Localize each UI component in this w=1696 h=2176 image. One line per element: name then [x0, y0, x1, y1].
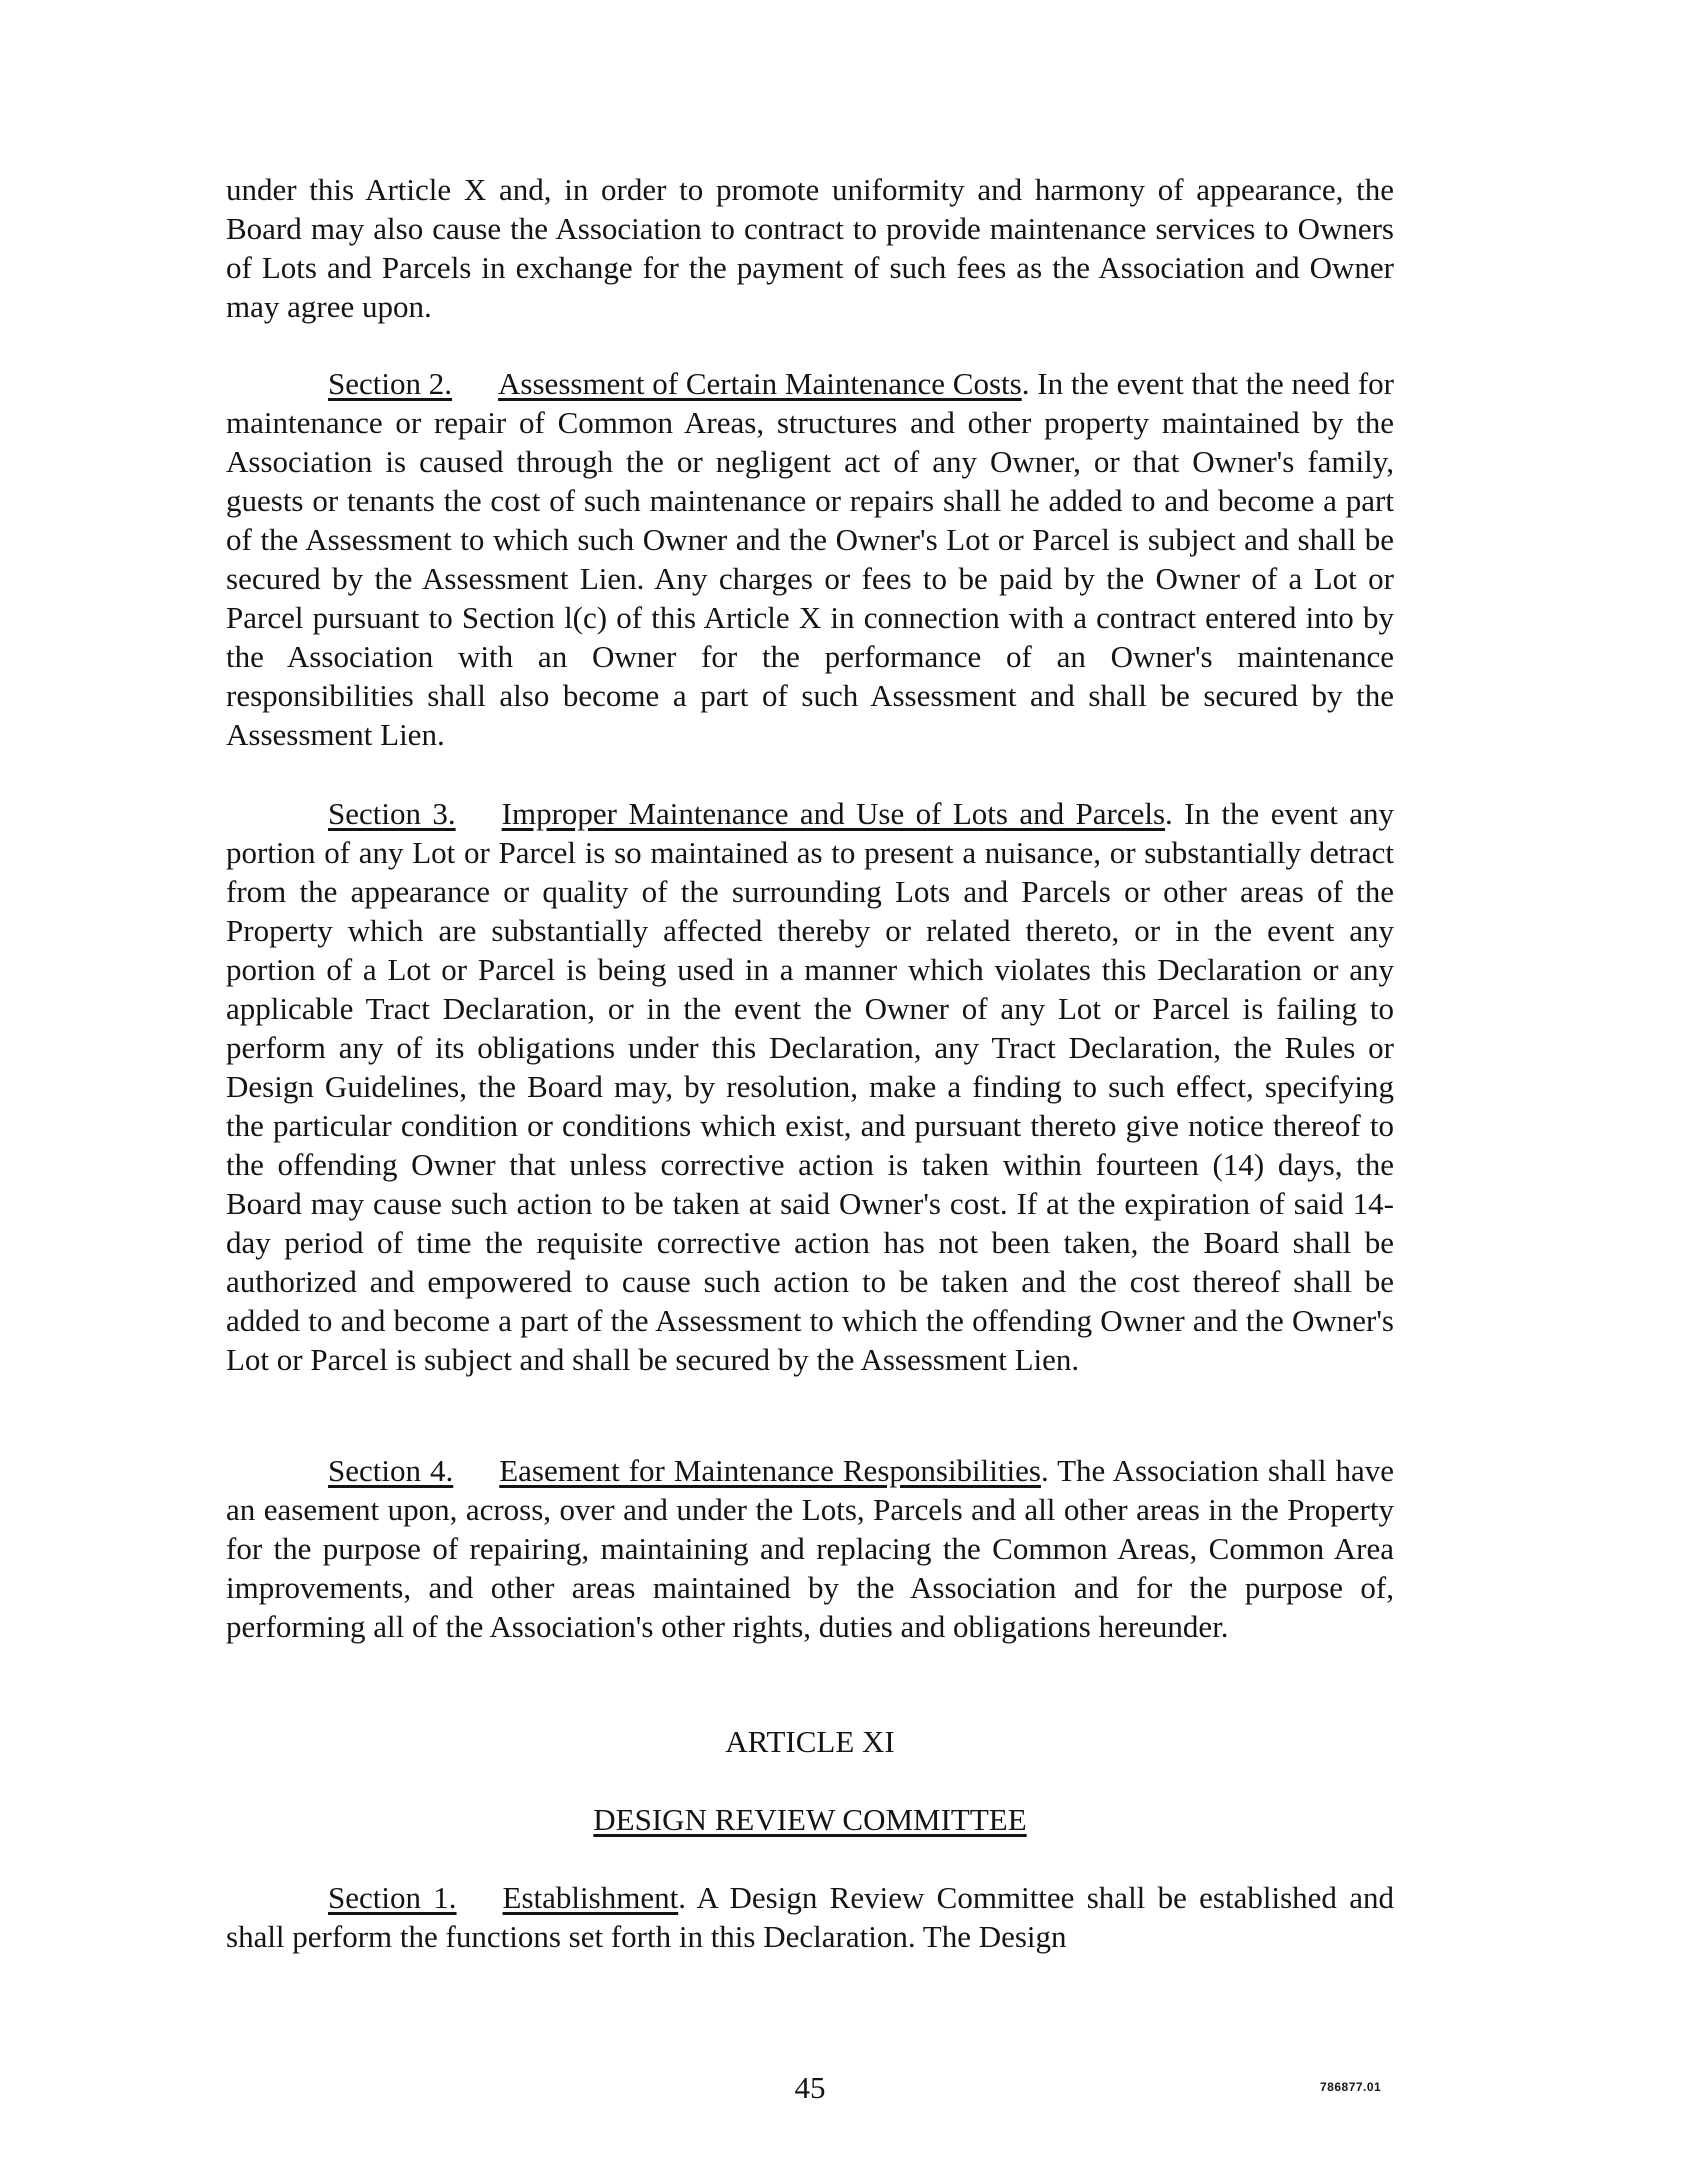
article-heading: ARTICLE XI	[725, 1724, 895, 1759]
section-3-body: . In the event any portion of any Lot or Parcel is so maintained as to present a nuisance, or substantially detract from the appearance or quality of the surrounding Lots and Parcels or other areas of the Property which are substantially affected thereby or related thereto, or in the event any portion of a Lot or Parcel is being used in a manner which violates this Declaration or any applicable Tract Declaration, or in the event the Owner of any Lot or Parcel is failing to perform any of its obligations under this Declaration, any Tract Declaration, the Rules or Design Guidelines, the Board may, by resolution, make a finding to such effect, specifying the particular condition or conditions which exist, and pursuant thereto give notice thereof to the offending Owner that unless corrective action is taken within fourteen (14) days, the Board may cause such action to be taken at said Owner's cost. If at the expiration of said 14-day period of time the requisite corrective action has not been taken, the Board shall be authorized and empowered to cause such action to be taken and the cost thereof shall be added to and become a part of the Assessment to which the offending Owner and the Owner's Lot or Parcel is subject and shall be secured by the Assessment Lien.	[226, 796, 1394, 1377]
intro-paragraph	[226, 170, 1394, 326]
article-title-text: DESIGN REVIEW COMMITTEE	[593, 1802, 1027, 1837]
section-2-body: . In the event that the need for maintenance or repair of Common Areas, structures and other property maintained by the Association is caused through the or negligent act of any Owner, or that Owner's family, guests or tenants the cost of such maintenance or repairs shall he added to and become a part of the Assessment to which such Owner and the Owner's Lot or Parcel is subject and shall be secured by the Assessment Lien. Any charges or fees to be paid by the Owner of a Lot or Parcel pursuant to Section l(c) of this Article X in connection with a contract entered into by the Association with an Owner for the performance of an Owner's maintenance responsibilities shall also become a part of such Assessment and shall be secured by the Assessment Lien.	[226, 366, 1394, 752]
article-xi-section-1-paragraph	[226, 1878, 1394, 1956]
article-xi-section-1-title: Establishment	[502, 1880, 679, 1915]
page-number: 45	[794, 2070, 826, 2105]
section-4	[226, 1451, 1394, 1646]
section-3-number: Section 3.	[328, 796, 456, 831]
section-2-title: Assessment of Certain Maintenance Costs	[498, 366, 1022, 401]
intro-paragraph-text: under this Article X and, in order to promote uniformity and harmony of appearance, the Board may also cause the Association to contract to provide maintenance services to Owners of Lots and Parcels in exchange for the payment of such fees as the Association and Owner may agree upon.	[226, 172, 1394, 324]
section-4-paragraph	[226, 1451, 1394, 1646]
article-title	[226, 1800, 1394, 1839]
section-3	[226, 794, 1394, 1379]
section-2	[226, 364, 1394, 754]
section-3-paragraph	[226, 794, 1394, 1379]
article-xi-section-1-number: Section 1.	[328, 1880, 457, 1915]
article-xi-section-1	[226, 1878, 1394, 1956]
section-4-body: . The Association shall have an easement upon, across, over and under the Lots, Parcels and all other areas in the Property for the purpose of repairing, maintaining and replacing the Common Areas, Common Area improvements, and other areas maintained by the Association and for the purpose of, performing all of the Association's other rights, duties and obligations hereunder.	[226, 1453, 1394, 1644]
section-2-paragraph	[226, 364, 1394, 754]
section-2-number: Section 2.	[328, 366, 453, 401]
section-4-title: Easement for Maintenance Responsibilities	[499, 1453, 1041, 1488]
document-id: 786877.01	[1320, 2080, 1382, 2094]
section-3-title: Improper Maintenance and Use of Lots and Parcels	[501, 796, 1166, 831]
section-4-number: Section 4.	[328, 1453, 454, 1488]
article-xi-section-1-body: . A Design Review Committee shall be established and shall perform the functions set forth in this Declaration. The Design	[226, 1880, 1394, 1954]
